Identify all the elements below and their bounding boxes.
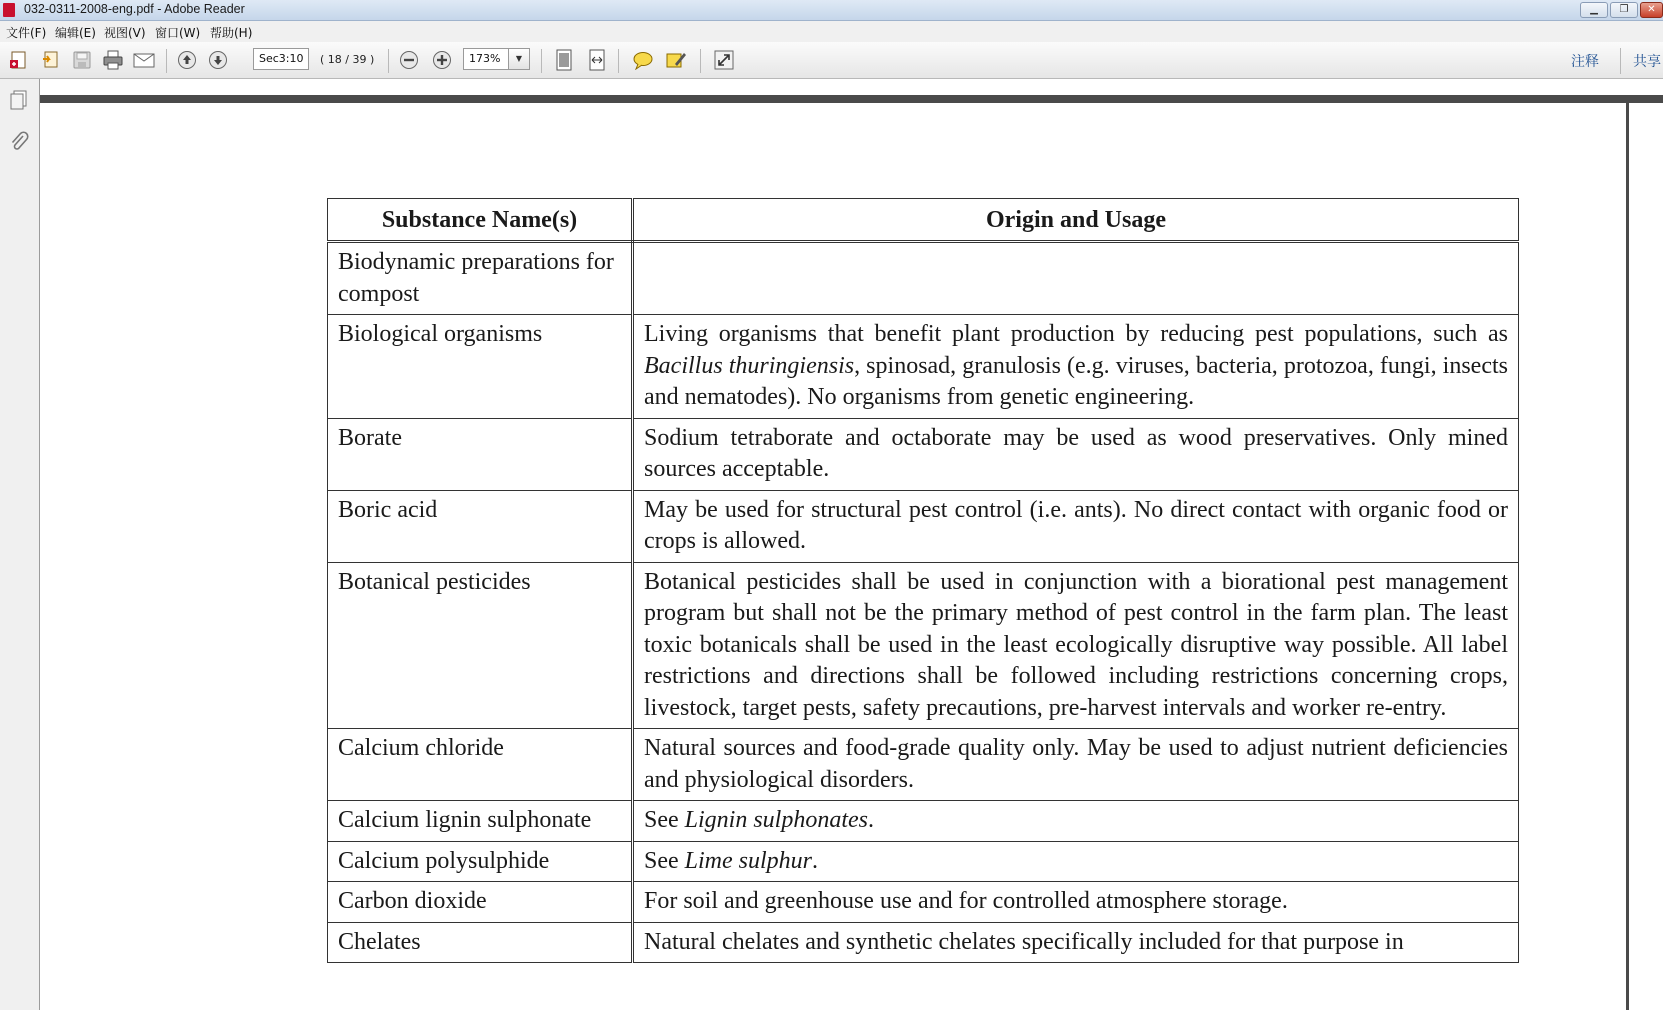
substance-name: Calcium chloride (328, 729, 633, 801)
substance-usage: Living organisms that benefit plant production by reducing pest populations, such as Bacillus thuringiensis, spinosad, granulosis (e.g. viruses, bacteria, protozoa, fungi, insects and nematodes). No organisms from genetic engineering. (633, 315, 1519, 419)
substance-usage: Natural sources and food-grade quality only. May be used to adjust nutrient deficiencies and physiological disorders. (633, 729, 1519, 801)
toolbar-divider (166, 49, 167, 73)
substance-name: Biological organisms (328, 315, 633, 419)
toolbar (0, 42, 1663, 79)
substance-usage: May be used for structural pest control (i.e. ants). No direct contact with organic food or crops is allowed. (633, 490, 1519, 562)
toolbar-divider (388, 49, 389, 73)
page-number-input[interactable]: Sec3:10 (253, 48, 309, 70)
substance-name: Botanical pesticides (328, 562, 633, 729)
table-row (328, 922, 1519, 963)
attachments-icon[interactable] (8, 131, 30, 153)
substance-usage: See Lignin sulphonates. (633, 801, 1519, 842)
comment-icon[interactable] (632, 49, 654, 71)
menu-file[interactable]: 文件(F) (6, 26, 47, 40)
substance-name: Calcium lignin sulphonate (328, 801, 633, 842)
table-row (328, 315, 1519, 419)
comment-panel-button[interactable]: 注释 (1571, 54, 1599, 70)
menu-edit[interactable]: 编辑(E) (55, 26, 96, 40)
substance-usage (633, 242, 1519, 315)
table-row (328, 562, 1519, 729)
table-row (328, 882, 1519, 923)
toolbar-divider (700, 49, 701, 73)
table-header-row (328, 199, 1519, 242)
email-icon[interactable] (133, 49, 155, 71)
substance-usage: Sodium tetraborate and octaborate may be used as wood preservatives. Only mined sources acceptable. (633, 418, 1519, 490)
fullscreen-icon[interactable] (713, 49, 735, 71)
navigation-pane (0, 79, 40, 1010)
zoom-input[interactable]: 173% (463, 48, 509, 70)
zoom-out-icon[interactable] (398, 49, 420, 71)
adobe-reader-icon (3, 3, 15, 17)
create-pdf-icon[interactable] (8, 49, 30, 71)
pages-icon[interactable] (8, 89, 30, 111)
substance-name: Biodynamic preparations for compost (328, 242, 633, 315)
table-row (328, 841, 1519, 882)
minimize-icon: ▁ (1590, 4, 1598, 15)
previous-page-edge (40, 79, 1663, 95)
menu-bar (0, 21, 1663, 42)
window-title: 032-0311-2008-eng.pdf - Adobe Reader (24, 2, 245, 16)
substance-usage: See Lime sulphur. (633, 841, 1519, 882)
table-row (328, 490, 1519, 562)
minimize-button[interactable] (1580, 2, 1608, 18)
restore-button[interactable] (1610, 2, 1638, 18)
substance-usage: For soil and greenhouse use and for controlled atmosphere storage. (633, 882, 1519, 923)
menu-window[interactable]: 窗口(W) (155, 26, 201, 40)
title-bar (0, 0, 1663, 21)
substance-name: Borate (328, 418, 633, 490)
page-count: ( 18 / 39 ) (320, 53, 375, 66)
print-icon[interactable] (102, 49, 124, 71)
menu-help[interactable]: 帮助(H) (210, 26, 253, 40)
substance-name: Chelates (328, 922, 633, 963)
column-header-usage: Origin and Usage (633, 199, 1519, 242)
substance-usage: Botanical pesticides shall be used in conjunction with a biorational pest management program but shall not be the primary method of pest control in the farm plan. The least toxic botanicals shall be used in the least ecologically disruptive way possible. All label restrictions and directions shall be followed including restrictions concerning crops, livestock, target pests, safety precautions, pre-harvest intervals and worker re-entry. (633, 562, 1519, 729)
open-icon[interactable] (40, 49, 62, 71)
share-panel-button[interactable]: 共享 (1633, 54, 1661, 70)
page-gap (40, 95, 1663, 103)
save-icon[interactable] (71, 49, 93, 71)
menu-view[interactable]: 视图(V) (104, 26, 146, 40)
toolbar-divider (618, 49, 619, 73)
zoom-dropdown[interactable] (509, 48, 530, 70)
fit-page-icon[interactable] (553, 49, 575, 71)
close-icon: ✕ (1647, 4, 1656, 15)
table-row (328, 801, 1519, 842)
substance-name: Carbon dioxide (328, 882, 633, 923)
highlight-icon[interactable] (665, 49, 687, 71)
prev-page-icon[interactable] (176, 49, 198, 71)
toolbar-divider (541, 49, 542, 73)
chevron-down-icon: ▼ (515, 54, 523, 63)
table-row (328, 418, 1519, 490)
table-row (328, 729, 1519, 801)
substance-usage: Natural chelates and synthetic chelates specifically included for that purpose in (633, 922, 1519, 963)
close-button[interactable] (1640, 2, 1663, 18)
restore-icon: ❐ (1619, 4, 1629, 15)
table-row (328, 242, 1519, 315)
document-view[interactable] (40, 79, 1663, 1010)
substance-table (327, 198, 1519, 963)
zoom-in-icon[interactable] (431, 49, 453, 71)
page-right-edge (1626, 103, 1629, 1010)
substance-name: Calcium polysulphide (328, 841, 633, 882)
next-page-icon[interactable] (207, 49, 229, 71)
fit-width-icon[interactable] (586, 49, 608, 71)
substance-name: Boric acid (328, 490, 633, 562)
column-header-substance: Substance Name(s) (328, 199, 633, 242)
toolbar-divider (1620, 48, 1621, 74)
